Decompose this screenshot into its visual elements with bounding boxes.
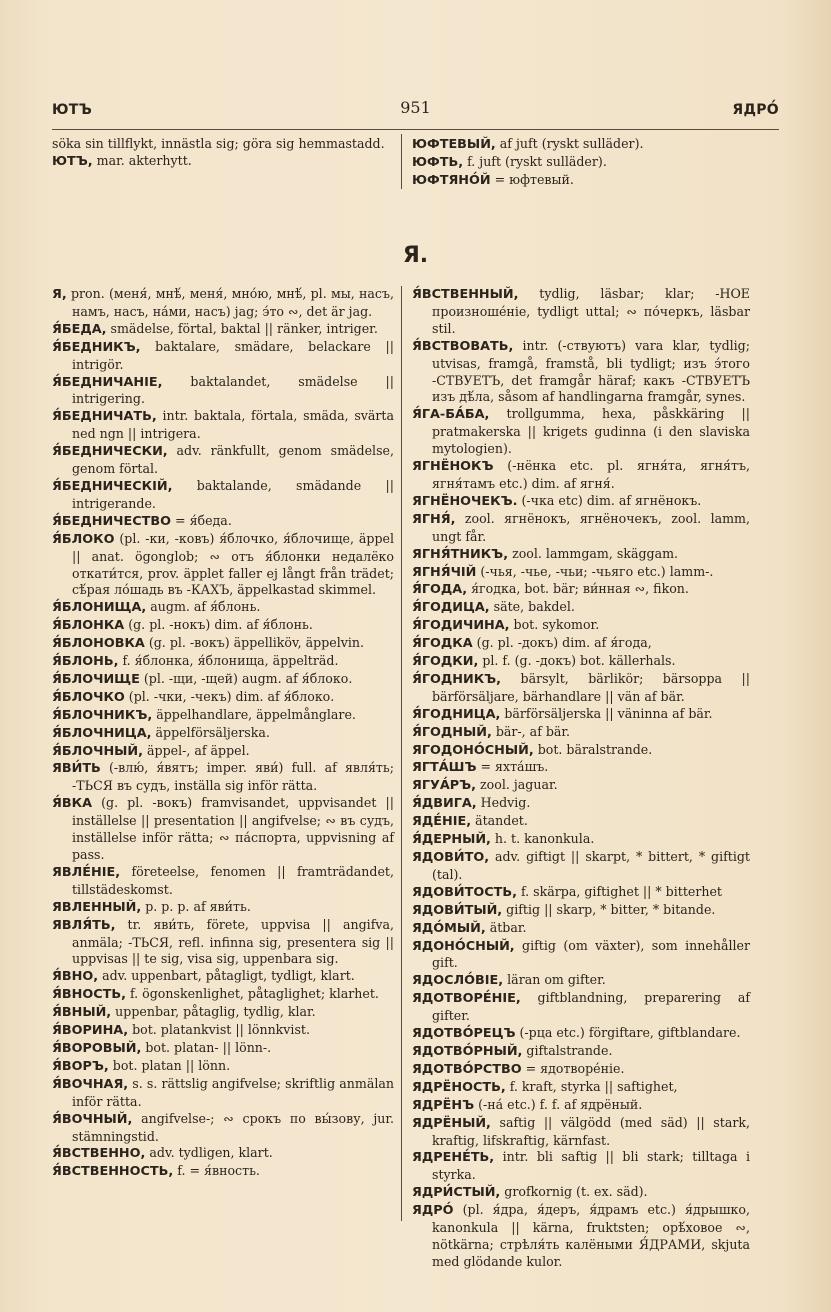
dictionary-entry: [412, 1061, 750, 1079]
dictionary-entry: [412, 920, 750, 938]
definition: bärsylt, bärlikör; bärsoppa || bärförsäljare, bärhandlare || vän af bär.: [432, 670, 750, 704]
definition: bär-, af bär.: [491, 723, 571, 739]
definition: = ядотворе́ніе.: [521, 1060, 625, 1076]
definition: uppenbar, påtaglig, tydlig, klar.: [111, 1004, 316, 1020]
definition: företeelse, fenomen || framträdandet, tillstädeskomst.: [72, 863, 394, 897]
dictionary-entry: [412, 154, 750, 172]
headword: Я́БЛОЧНИЦА,: [52, 725, 152, 741]
headword: ЯДРЁНОСТЬ,: [412, 1079, 506, 1095]
headword: Я́ГОДНИЦА,: [412, 706, 501, 722]
dictionary-entry: [412, 795, 750, 813]
definition: äppel-, af äppel.: [143, 742, 250, 758]
definition: я́годка, bot. bär; ви́нная ∾, fikon.: [467, 581, 689, 597]
dictionary-entry: [412, 742, 750, 760]
headword: Я́БЛОНИЩА,: [52, 600, 147, 616]
headword: ЯГОДОНО́СНЫЙ,: [412, 742, 534, 758]
dictionary-entry: [52, 917, 394, 969]
headword: ЯДОВИ́ТЫЙ,: [412, 902, 503, 918]
headword: ЯДОВИ́ТО,: [412, 850, 490, 865]
definition: (-нёнка etc. pl. ягня́та, ягня́тъ, ягня́тамъ etc.) dim. af ягня́.: [432, 458, 750, 491]
headword: Я́БЛОЧНЫЙ,: [52, 743, 143, 759]
definition: baktalare, smädare, belackare || intrigör.: [72, 338, 394, 372]
headword: ЮФТЕВЫЙ,: [412, 137, 496, 152]
dictionary-entry: [412, 1202, 750, 1271]
headword: ЯГНЁНОКЪ: [412, 459, 494, 475]
headword: Я́БЕДНИЧЕСТВО: [52, 513, 172, 529]
definition: ätandet.: [471, 813, 528, 829]
definition: af juft (ryskt sulläder).: [495, 136, 644, 151]
dictionary-entry: [412, 671, 750, 706]
dictionary-entry: [412, 458, 750, 493]
definition: h. t. kanonkula.: [490, 831, 595, 847]
dictionary-entry: [52, 136, 394, 153]
headword: Я́ГОДНЫЙ,: [412, 724, 492, 740]
headword: ЯДЕ́НІЕ,: [412, 814, 472, 830]
dictionary-entry: [52, 760, 394, 795]
definition: (pl. -щи, -щей) augm. af я́блоко.: [139, 670, 353, 686]
headword: Я́БЛОЧИЩЕ: [52, 671, 140, 687]
definition: intr. baktala, förtala, smäda, svärta ned ngn || intrigera.: [72, 408, 394, 442]
headword: Я́ДВИГА,: [412, 796, 477, 812]
dictionary-entry: [412, 777, 750, 795]
dictionary-entry: [52, 707, 394, 725]
dictionary-entry: [52, 968, 394, 986]
dictionary-entry: [412, 759, 750, 777]
definition: zool. lammgam, skäggam.: [508, 545, 679, 561]
definition: äppelhandlare, äppelmånglare.: [152, 706, 356, 722]
definition: intr. (-ствуютъ) vara klar, tydlig; utvisas, framgå, framstå, bli tydligt; изъ э́того -СТВУЕТЪ, det framgår häraf; какъ -СТВУЕТЪ изъ дѣ́ла, såsom af handlingarna framgår, synes.: [432, 337, 750, 405]
dictionary-entry: [52, 671, 394, 689]
dictionary-entry: [52, 599, 394, 617]
headword: ЮФТЯНО́Й: [412, 172, 491, 188]
dictionary-entry: [52, 795, 394, 864]
dictionary-entry: [52, 339, 394, 374]
definition: säte, bakdel.: [489, 599, 575, 615]
headword: ЯДОТВОРЕ́НІЕ,: [412, 991, 521, 1007]
headword: ЯГНЯ́ТНИКЪ,: [412, 546, 509, 562]
definition: (-на́ etc.) f. f. af ядрёный.: [474, 1096, 643, 1112]
headword: ЯДОТВО́РНЫЙ,: [412, 1043, 523, 1059]
headword: ЯВИ́ТЬ: [52, 761, 101, 777]
headword: Я́ВОРЪ,: [52, 1058, 109, 1074]
definition: bärförsäljerska || väninna af bär.: [500, 705, 713, 721]
headword: Я́ВОРОВЫЙ,: [52, 1040, 142, 1056]
top-left-column: [52, 136, 394, 171]
definition: f. я́блонка, я́блонища, äppelträd.: [118, 653, 339, 669]
header-right-word: ЯДРО́: [732, 102, 779, 118]
headword: Я́ВСТВЕННЫЙ,: [412, 287, 519, 302]
dictionary-entry: [52, 478, 394, 513]
headword: ЯДОТВО́РСТВО: [412, 1061, 522, 1077]
headword: Я,: [52, 287, 67, 302]
definition: adv. uppenbart, påtagligt, tydligt, klart.: [98, 968, 355, 984]
definition: baktalandet, smädelse || intrigering.: [72, 373, 394, 407]
headword: Я́БЛОКО: [52, 531, 115, 547]
headword: ЯДО́МЫЙ,: [412, 920, 486, 936]
definition: (-чка etc) dim. af ягнёнокъ.: [517, 492, 702, 508]
header-left-word: ЮТЪ: [52, 102, 93, 118]
definition: (pl. -чки, -чекъ) dim. af я́блоко.: [124, 688, 335, 704]
headword: Я́ВОЧНАЯ,: [52, 1076, 129, 1092]
definition: pron. (меня́, мнѣ́, меня́, мно́ю, мнѣ́, pl. мы, насъ, намъ, насъ, на́ми, насъ) jag; э́то ∾, det är jag.: [66, 286, 394, 319]
dictionary-entry: [52, 1004, 394, 1022]
dictionary-entry: [52, 743, 394, 761]
definition: giftig (om växter), som innehåller gift.: [432, 937, 750, 971]
definition: (pl. я́дра, я́деръ, я́драмъ etc.) я́дрышко, kanonkula || kärna, fruktsten; орѣ́ховое ∾, nötkärna; стрѣля́ть калёными Я́ДРАМИ, skjuta med glödande kulor.: [432, 1202, 750, 1269]
dictionary-entry: [52, 864, 394, 899]
definition: bot. platankvist || lönnkvist.: [128, 1022, 310, 1038]
headword: Я́ВСТВЕННО,: [52, 1146, 146, 1162]
dictionary-entry: [412, 1115, 750, 1150]
headword: ЯГУА́РЪ,: [412, 778, 477, 794]
headword: Я́ГА-БА́БА,: [412, 407, 490, 423]
dictionary-entry: [52, 1111, 394, 1146]
headword: ЮТЪ,: [52, 153, 93, 169]
dictionary-entry: [412, 990, 750, 1025]
definition: adv. tydligen, klart.: [145, 1145, 273, 1161]
dictionary-entry: [412, 1097, 750, 1115]
dictionary-entry: [52, 443, 394, 478]
headword: ЯВЛЯ́ТЬ,: [52, 917, 116, 933]
section-letter: Я.: [402, 243, 429, 268]
definition: f. juft (ryskt sulläder).: [463, 153, 607, 169]
dictionary-entry: [52, 408, 394, 443]
definition: intr. bli saftig || bli stark; tilltaga i styrka.: [432, 1149, 750, 1183]
definition: saftig || välgödd (med säd) || stark, kraftig, lifskraftig, kärnfast.: [432, 1114, 750, 1148]
dictionary-entry: [52, 531, 394, 600]
headword: ЮФТЬ,: [412, 154, 464, 170]
headword: Я́ВОРИНА,: [52, 1023, 129, 1039]
dictionary-entry: [52, 321, 394, 339]
definition: f. kraft, styrka || saftighet,: [505, 1078, 678, 1094]
dictionary-entry: [52, 689, 394, 707]
definition: smädelse, förtal, baktal || ränker, intriger.: [106, 320, 378, 336]
headword: Я́БЛОНОВКА: [52, 636, 145, 652]
dictionary-entry: [52, 635, 394, 653]
headword: Я́БЕДНИЧАНІЕ,: [52, 374, 163, 390]
definition: (g. pl. -вокъ) äppelliköv, äppelvin.: [144, 635, 365, 651]
definition: f. = я́вность.: [173, 1163, 260, 1179]
definition: augm. af я́блонь.: [146, 599, 261, 615]
definition: s. s. rättslig angifvelse; skriftlig anmälan inför rätta.: [72, 1075, 394, 1109]
definition: zool. ягнёнокъ, ягнёночекъ, zool. lamm, ungt får.: [432, 510, 750, 544]
headword: Я́ГОДКА: [412, 636, 473, 652]
headword: Я́ГОДНИКЪ,: [412, 671, 502, 687]
headword: Я́БЛОНЬ,: [52, 654, 119, 670]
headword: ЯВЛЕННЫЙ,: [52, 899, 142, 915]
definition: (g. pl. -вокъ) framvisandet, uppvisandet || inställelse || presentation || angifvelse; ∾ въ судъ, inställelse inför rätta; ∾ па́спорта, uppvisning af pass.: [72, 795, 394, 862]
definition: f. skärpa, giftighet || * bitterhet: [516, 883, 722, 899]
dictionary-entry: [412, 831, 750, 849]
definition: p. p. p. af яви́ть.: [141, 898, 251, 914]
dictionary-entry: [52, 986, 394, 1004]
dictionary-entry: [412, 635, 750, 653]
dictionary-entry: [412, 581, 750, 599]
headword: Я́ВСТВОВАТЬ,: [412, 338, 514, 354]
headword: Я́ВСТВЕННОСТЬ,: [52, 1164, 174, 1180]
dictionary-entry: [412, 653, 750, 671]
headword: Я́ВНОСТЬ,: [52, 987, 126, 1003]
dictionary-entry: [412, 493, 750, 511]
dictionary-entry: [52, 1040, 394, 1058]
dictionary-entry: [52, 617, 394, 635]
definition: f. ögonskenlighet, påtaglighet; klarhet.: [125, 986, 379, 1002]
dictionary-entry: [52, 1076, 394, 1111]
headword: Я́ВНО,: [52, 969, 99, 985]
definition: bot. sykomor.: [509, 617, 600, 633]
definition: tydlig, läsbar; klar; -НОЕ произноше́ніе, tydligt uttal; ∾ по́черкъ, läsbar stil.: [432, 286, 750, 336]
headword: Я́ГОДА,: [412, 582, 468, 598]
definition: baktalande, smädande || intrigerande.: [72, 477, 394, 511]
dictionary-entry: [52, 513, 394, 531]
headword: ЯДРО́: [412, 1203, 454, 1219]
dictionary-entry: [52, 286, 394, 321]
dictionary-entry: [52, 1022, 394, 1040]
header-rule: [52, 129, 779, 130]
dictionary-entry: [412, 884, 750, 902]
definition: (g. pl. -докъ) dim. af я́года,: [472, 635, 652, 651]
headword: ЯДОВИ́ТОСТЬ,: [412, 884, 517, 900]
dictionary-entry: [52, 1163, 394, 1181]
definition: giftalstrande.: [522, 1042, 613, 1058]
definition: pl. f. (g. -докъ) bot. källerhals.: [478, 653, 676, 669]
definition: (-рца etc.) förgiftare, giftblandare.: [515, 1025, 741, 1041]
dictionary-entry: [412, 724, 750, 742]
definition: bot. platan- || lönn-.: [141, 1039, 272, 1055]
definition: zool. jaguar.: [476, 777, 558, 793]
dictionary-entry: [52, 374, 394, 409]
dictionary-entry: [412, 136, 750, 154]
headword: Я́БЛОЧНИКЪ,: [52, 707, 153, 723]
dictionary-entry: [52, 1058, 394, 1076]
headword: Я́БЕДНИЧЕСКІЙ,: [52, 478, 173, 494]
headword: Я́ДЕРНЫЙ,: [412, 832, 491, 848]
headword: ЯДРИ́СТЫЙ,: [412, 1185, 501, 1201]
definition: = я́беда.: [171, 512, 232, 528]
definition: (-влю́, я́вятъ; imper. яви́) full. af явля́ть; -ТЬСЯ въ судъ, inställa sig inför rätta.: [72, 760, 394, 794]
definition: bot. bäralstrande.: [533, 741, 653, 757]
definition: tr. яви́ть, förete, uppvisa || angifva, anmäla; -ТЬСЯ, refl. infinna sig, presentera sig || uppvisas || te sig, visa sig, uppenbara sig.: [72, 916, 394, 967]
headword: Я́ГОДКИ,: [412, 654, 479, 670]
definition: adv. ränkfullt, genom smädelse, genom förtal.: [72, 443, 394, 477]
definition: söka sin tillflykt, innästla sig; göra sig hemmastadd.: [52, 136, 385, 151]
dictionary-entry: [412, 406, 750, 458]
definition: grofkornig (t. ex. säd).: [500, 1184, 648, 1200]
dictionary-entry: [412, 617, 750, 635]
headword: Я́ГОДИЧИНА,: [412, 618, 510, 634]
definition: = юфтевый.: [490, 171, 574, 187]
page-number: 951: [400, 98, 431, 117]
dictionary-entry: [412, 564, 750, 582]
dictionary-entry: [412, 511, 750, 546]
headword: Я́ВНЫЙ,: [52, 1005, 112, 1021]
definition: Hedvig.: [476, 795, 531, 811]
definition: giftig || skarp, * bitter, * bitande.: [502, 901, 716, 917]
dictionary-entry: [412, 1025, 750, 1043]
dictionary-entry: [412, 599, 750, 617]
dictionary-entry: [412, 546, 750, 564]
headword: ЯДРЁНЪ: [412, 1097, 475, 1113]
dictionary-entry: [52, 653, 394, 671]
definition: mar. akterhytt.: [92, 152, 192, 168]
dictionary-entry: [412, 849, 750, 884]
headword: ЯГТА́ШЪ: [412, 760, 477, 776]
headword: ЯДРЕНЕ́ТЬ,: [412, 1150, 495, 1166]
headword: ЯГНЯ́,: [412, 511, 456, 527]
column-divider-top: [401, 134, 402, 189]
definition: = яхта́шъ.: [476, 759, 549, 775]
left-column: [52, 286, 394, 1181]
headword: Я́БЕДНИЧАТЬ,: [52, 409, 157, 425]
definition: bot. platan || lönn.: [108, 1057, 231, 1073]
definition: (-чья, -чье, -чьи; -чьяго etc.) lamm-.: [476, 563, 714, 579]
headword: Я́ВОЧНЫЙ,: [52, 1111, 133, 1127]
headword: ЯДОТВО́РЕЦЪ: [412, 1026, 516, 1042]
dictionary-entry: [412, 706, 750, 724]
dictionary-entry: [412, 938, 750, 973]
headword: Я́БЕДНИЧЕСКИ,: [52, 444, 168, 460]
page-header: [52, 98, 779, 122]
definition: angifvelse-; ∾ срокъ по вы́зову, jur. stämningstid.: [72, 1110, 394, 1144]
headword: ЯДРЁНЫЙ,: [412, 1115, 491, 1131]
headword: Я́БЛОНКА: [52, 618, 125, 634]
top-right-column: [412, 136, 750, 190]
headword: ЯВЛЕ́НІЕ,: [52, 864, 121, 880]
dictionary-entry: [52, 899, 394, 917]
headword: Я́ГОДИЦА,: [412, 600, 490, 616]
dictionary-entry: [52, 1145, 394, 1163]
dictionary-entry: [412, 902, 750, 920]
definition: giftblandning, preparering af gifter.: [432, 990, 750, 1024]
right-column: [412, 286, 750, 1271]
definition: (g. pl. -нокъ) dim. af я́блонь.: [124, 617, 313, 633]
dictionary-entry: [412, 1149, 750, 1184]
dictionary-entry: [52, 725, 394, 743]
column-divider-main: [401, 286, 402, 1221]
headword: ЯГНЯ́ЧІЙ: [412, 564, 477, 580]
definition: trollgumma, hexa, påskkäring || pratmakerska || krigets gudinna (i den slaviska mytologien).: [432, 406, 750, 457]
dictionary-entry: [412, 813, 750, 831]
headword: Я́ВКА: [52, 796, 92, 812]
headword: ЯДОНО́СНЫЙ,: [412, 938, 515, 954]
headword: Я́БЕДА,: [52, 321, 107, 337]
dictionary-entry: [412, 972, 750, 990]
definition: (pl. -ки, -ковъ) я́блочко, я́блочище, äppel || anat. ögonglob; ∾ отъ я́блонки недалёко откати́тся, prov. äpplet faller ej långt från trädet; сѣ́рая ло́шадь въ -КАХЪ, äppelkastad skimmel.: [72, 530, 394, 598]
headword: ЯДОСЛО́ВІЕ,: [412, 973, 504, 989]
definition: adv. giftigt || skarpt, * bittert, * giftigt (tal).: [432, 849, 750, 882]
headword: ЯГНЁНОЧЕКЪ.: [412, 493, 518, 509]
definition: läran om gifter.: [503, 972, 606, 988]
definition: äppelförsäljerska.: [151, 724, 270, 740]
dictionary-entry: [412, 1043, 750, 1061]
dictionary-entry: [52, 153, 394, 171]
headword: Я́БЕДНИКЪ,: [52, 339, 141, 355]
dictionary-entry: [412, 172, 750, 190]
dictionary-entry: [412, 338, 750, 407]
headword: Я́БЛОЧКО: [52, 689, 125, 705]
definition: ätbar.: [485, 919, 527, 935]
dictionary-entry: [412, 1184, 750, 1202]
dictionary-entry: [412, 286, 750, 338]
dictionary-entry: [412, 1079, 750, 1097]
